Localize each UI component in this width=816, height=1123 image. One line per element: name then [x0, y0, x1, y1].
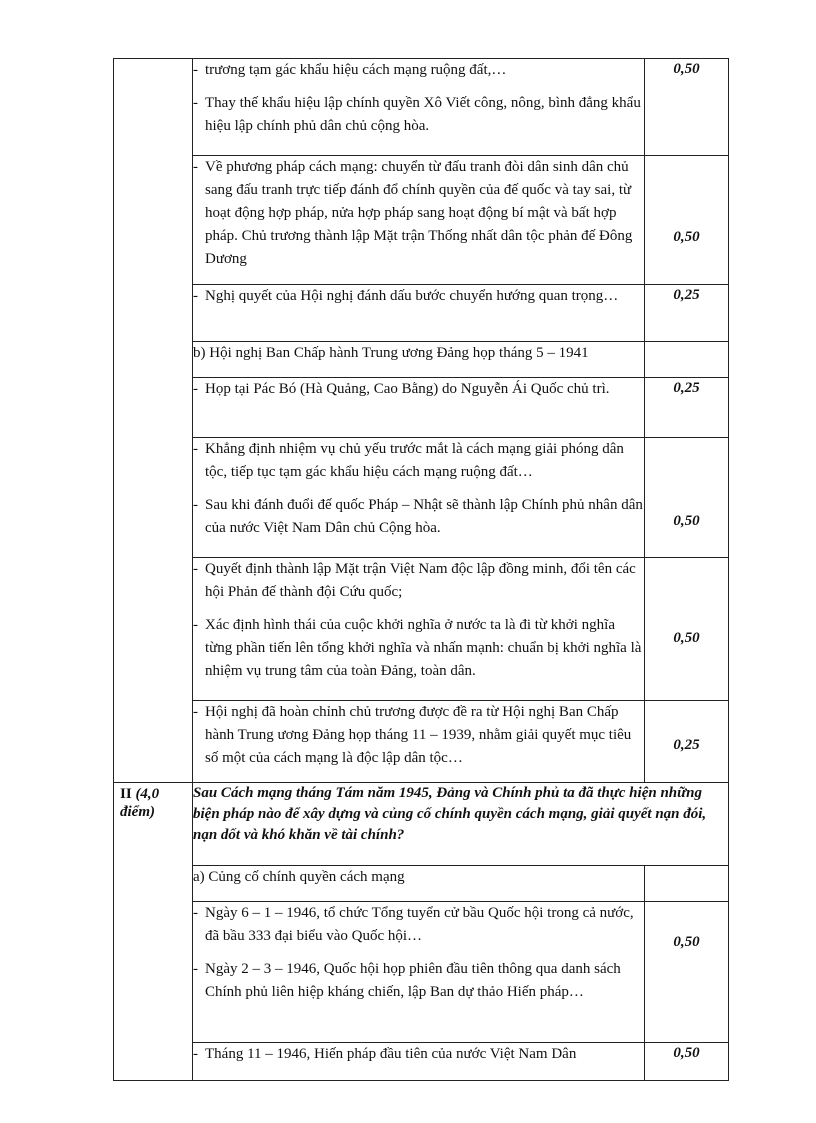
- list-item: - Khẳng định nhiệm vụ chủ yếu trước mắt là cách mạng giải phóng dân tộc, tiếp tục tạm gác khẩu hiệu cách mạng ruộng đất…: [193, 438, 644, 484]
- content-cell: [193, 902, 645, 1043]
- content-cell: [193, 156, 645, 285]
- content-cell: [193, 701, 645, 783]
- list-item: - Về phương pháp cách mạng: chuyển từ đấu tranh đòi dân sinh dân chủ sang đấu tranh trực tiếp đánh đổ chính quyền của đế quốc và tay sai, từ hoạt động hợp pháp, nửa hợp pháp sang hoạt động bí mật và bất hợp pháp. Chủ trương thành lập Mặt trận Thống nhất dân tộc phản đế Đông Dương: [193, 156, 644, 271]
- subheading-cell: b) Hội nghị Ban Chấp hành Trung ương Đảng họp tháng 5 – 1941: [193, 342, 645, 378]
- score-value: 0,50: [673, 934, 700, 950]
- list-item: - Nghị quyết của Hội nghị đánh dấu bước chuyển hướng quan trọng…: [193, 285, 644, 308]
- list-item: - Thay thế khẩu hiệu lập chính quyền Xô Viết công, nông, bình đẳng khẩu hiệu lập chính phủ dân chủ cộng hòa.: [193, 92, 644, 138]
- empty-score-cell: [645, 342, 729, 378]
- score-cell: [645, 902, 729, 1043]
- score-value: 0,50: [673, 61, 700, 77]
- content-cell: [193, 1043, 645, 1081]
- score-value: 0,50: [673, 1045, 700, 1061]
- score-value: 0,25: [673, 737, 700, 753]
- list-item: - Sau khi đánh đuổi đế quốc Pháp – Nhật sẽ thành lập Chính phủ nhân dân của nước Việt Nam Dân chủ Cộng hòa.: [193, 494, 644, 540]
- score-value: 0,50: [673, 513, 700, 529]
- score-cell: [645, 1043, 729, 1081]
- table-row: [114, 558, 729, 701]
- score-cell: [645, 156, 729, 285]
- list-item: - Quyết định thành lập Mặt trận Việt Nam độc lập đồng minh, đổi tên các hội Phản đế thành đội Cứu quốc;: [193, 558, 644, 604]
- content-cell: [193, 59, 645, 156]
- item-text: Nghị quyết của Hội nghị đánh dấu bước chuyển hướng quan trọng…: [205, 288, 619, 304]
- score-cell: [645, 285, 729, 342]
- table-row: [114, 285, 729, 342]
- content-cell: [193, 438, 645, 558]
- score-value: 0,50: [673, 229, 700, 245]
- table-row: [114, 902, 729, 1043]
- empty-score-cell: [645, 866, 729, 902]
- item-text: Thay thế khẩu hiệu lập chính quyền Xô Viết công, nông, bình đẳng khẩu hiệu lập chính phủ dân chủ cộng hòa.: [205, 95, 641, 134]
- table-row: [114, 378, 729, 438]
- item-text: Quyết định thành lập Mặt trận Việt Nam độc lập đồng minh, đổi tên các hội Phản đế thành đội Cứu quốc;: [205, 561, 636, 600]
- list-item: - Hội nghị đã hoàn chỉnh chủ trương được đề ra từ Hội nghị Ban Chấp hành Trung ương Đảng họp tháng 11 – 1939, nhằm giải quyết mục tiêu số một của cách mạng là độc lập dân tộc…: [193, 701, 644, 770]
- score-value: 0,25: [673, 287, 700, 303]
- item-text: Ngày 6 – 1 – 1946, tổ chức Tổng tuyển cử bầu Quốc hội trong cả nước, đã bầu 333 đại biểu vào Quốc hội…: [205, 905, 634, 944]
- item-text: Tháng 11 – 1946, Hiến pháp đầu tiên của nước Việt Nam Dân: [205, 1046, 577, 1062]
- content-cell: [193, 285, 645, 342]
- list-item: - Ngày 2 – 3 – 1946, Quốc hội họp phiên đầu tiên thông qua danh sách Chính phủ liên hiệp kháng chiến, lập Ban dự thảo Hiến pháp…: [193, 958, 644, 1004]
- score-value: 0,50: [673, 630, 700, 646]
- item-text: trương tạm gác khẩu hiệu cách mạng ruộng đất,…: [205, 62, 507, 78]
- section-label: II (4,0 điểm): [120, 786, 160, 820]
- item-text: Sau khi đánh đuổi đế quốc Pháp – Nhật sẽ thành lập Chính phủ nhân dân của nước Việt Nam Dân chủ Cộng hòa.: [205, 497, 643, 536]
- answer-table: [113, 58, 729, 1081]
- table-row: [114, 156, 729, 285]
- score-cell: [645, 378, 729, 438]
- list-item: - Họp tại Pác Bó (Hà Quảng, Cao Bằng) do Nguyễn Ái Quốc chủ trì.: [193, 378, 644, 401]
- score-cell: [645, 558, 729, 701]
- content-cell: [193, 558, 645, 701]
- item-text: Họp tại Pác Bó (Hà Quảng, Cao Bằng) do Nguyễn Ái Quốc chủ trì.: [205, 381, 610, 397]
- section-label-cell: [114, 59, 193, 783]
- score-value: 0,25: [673, 380, 700, 396]
- list-item: - Tháng 11 – 1946, Hiến pháp đầu tiên của nước Việt Nam Dân: [193, 1043, 644, 1066]
- section-label-cell: [114, 783, 193, 1081]
- table-row: [114, 1043, 729, 1081]
- item-text: Về phương pháp cách mạng: chuyển từ đấu tranh đòi dân sinh dân chủ sang đấu tranh trực tiếp đánh đổ chính quyền của đế quốc và tay sai, từ hoạt động hợp pháp, nửa hợp pháp sang hoạt động bí mật và bất hợp pháp. Chủ trương thành lập Mặt trận Thống nhất dân tộc phản đế Đông Dương: [205, 159, 633, 267]
- item-text: Khẳng định nhiệm vụ chủ yếu trước mắt là cách mạng giải phóng dân tộc, tiếp tục tạm gác khẩu hiệu cách mạng ruộng đất…: [205, 441, 624, 480]
- list-item: - Xác định hình thái của cuộc khởi nghĩa ở nước ta là đi từ khởi nghĩa từng phần tiến lên tổng khởi nghĩa và nhấn mạnh: chuẩn bị khởi nghĩa là nhiệm vụ trung tâm của toàn Đảng, toàn dân.: [193, 614, 644, 683]
- item-text: Xác định hình thái của cuộc khởi nghĩa ở nước ta là đi từ khởi nghĩa từng phần tiến lên tổng khởi nghĩa và nhấn mạnh: chuẩn bị khởi nghĩa là nhiệm vụ trung tâm của toàn Đảng, toàn dân.: [205, 617, 642, 679]
- item-text: Ngày 2 – 3 – 1946, Quốc hội họp phiên đầu tiên thông qua danh sách Chính phủ liên hiệp kháng chiến, lập Ban dự thảo Hiến pháp…: [205, 961, 621, 1000]
- table-row: [114, 866, 729, 902]
- score-cell: [645, 438, 729, 558]
- table-row: [114, 438, 729, 558]
- list-item: - trương tạm gác khẩu hiệu cách mạng ruộng đất,…: [193, 59, 644, 82]
- question-text: Sau Cách mạng tháng Tám năm 1945, Đảng và Chính phủ ta đã thực hiện những biện pháp nào để xây dựng và củng cố chính quyền cách mạng, giải quyết nạn đói, nạn dốt và khó khăn về tài chính?: [193, 783, 729, 866]
- content-cell: [193, 378, 645, 438]
- subheading-cell: a) Củng cố chính quyền cách mạng: [193, 866, 645, 902]
- list-item: - Ngày 6 – 1 – 1946, tổ chức Tổng tuyển cử bầu Quốc hội trong cả nước, đã bầu 333 đại biểu vào Quốc hội…: [193, 902, 644, 948]
- table-row: [114, 701, 729, 783]
- table-row: [114, 59, 729, 156]
- table-row: [114, 342, 729, 378]
- item-text: Hội nghị đã hoàn chỉnh chủ trương được đề ra từ Hội nghị Ban Chấp hành Trung ương Đảng họp tháng 11 – 1939, nhằm giải quyết mục tiêu số một của cách mạng là độc lập dân tộc…: [205, 704, 632, 766]
- score-cell: [645, 701, 729, 783]
- table-row: [114, 783, 729, 866]
- score-cell: [645, 59, 729, 156]
